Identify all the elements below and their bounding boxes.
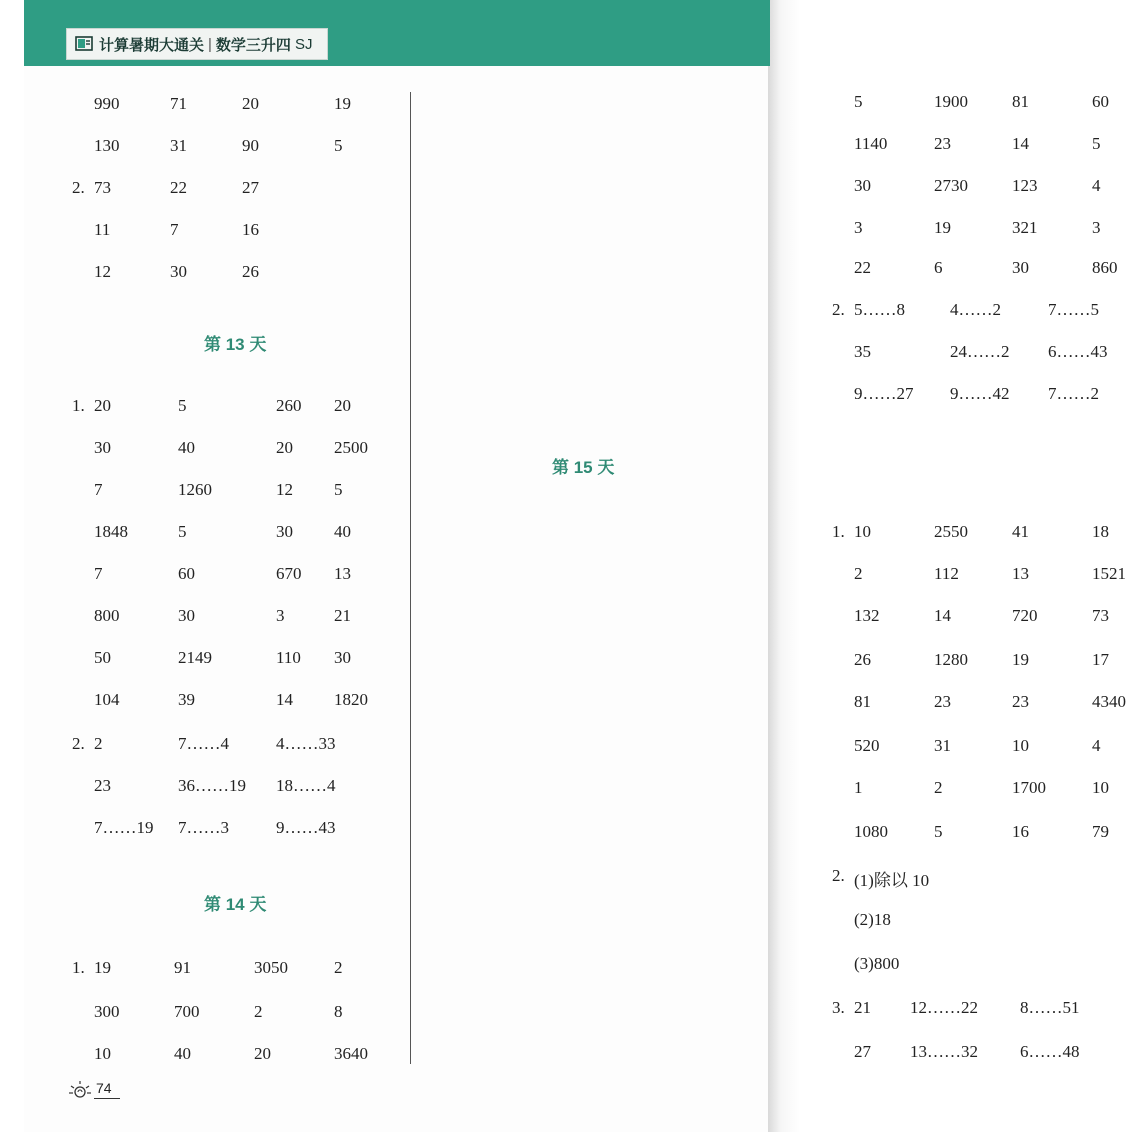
answer-value: 14 <box>276 690 293 709</box>
answer-value: 20 <box>334 396 351 415</box>
answer-value: 2 <box>334 958 343 977</box>
answer-value: 6……48 <box>1020 1042 1080 1061</box>
answer-value: 30 <box>276 522 293 541</box>
answer-value: 7……19 <box>94 818 154 837</box>
answer-value: 20 <box>276 438 293 457</box>
answer-value: 720 <box>1012 606 1038 625</box>
answer-value: 3050 <box>254 958 288 977</box>
answer-value: 12……22 <box>910 998 978 1017</box>
answer-value: 19 <box>334 94 351 113</box>
answer-value: 12 <box>276 480 293 499</box>
answer-value: 22 <box>170 178 187 197</box>
answer-value: 13……32 <box>910 1042 978 1061</box>
answer-value: 39 <box>178 690 195 709</box>
answer-value: 16 <box>242 220 259 239</box>
answer-value: 1260 <box>178 480 212 499</box>
answer-value: 1848 <box>94 522 128 541</box>
answer-value: 1900 <box>934 92 968 111</box>
answer-value: 990 <box>94 94 120 113</box>
answer-value: 20 <box>254 1044 271 1063</box>
answer-value: 110 <box>276 648 301 667</box>
answer-value: 670 <box>276 564 302 583</box>
answer-value: 30 <box>178 606 195 625</box>
answer-value: 2500 <box>334 438 368 457</box>
answer-value: 130 <box>94 136 120 155</box>
answer-value: 5 <box>854 92 863 111</box>
answer-value: 3 <box>854 218 863 237</box>
answer-value: 13 <box>1012 564 1029 583</box>
answer-value: 27 <box>242 178 259 197</box>
answer-value: 2 <box>254 1002 263 1021</box>
answer-value: 1080 <box>854 822 888 841</box>
question-number: 3. <box>832 998 845 1017</box>
answer-value: 91 <box>174 958 191 977</box>
answer-value: 3 <box>276 606 285 625</box>
header-title: 计算暑期大通关 <box>99 36 205 54</box>
answer-value: 2550 <box>934 522 968 541</box>
answer-value: 2 <box>854 564 863 583</box>
answer-value: (1)除以 10 <box>854 871 930 890</box>
answer-value: 11 <box>94 220 111 239</box>
answer-value: 5 <box>334 480 343 499</box>
right-column <box>412 0 1126 1132</box>
answer-value: 27 <box>854 1042 871 1061</box>
answer-value: 60 <box>178 564 195 583</box>
answer-value: 14 <box>1012 134 1029 153</box>
answer-value: 10 <box>1092 778 1109 797</box>
question-number: 2. <box>72 734 85 753</box>
header-subject: 数学三升四 <box>215 36 291 54</box>
header-edition: SJ <box>294 35 313 53</box>
answer-value: 73 <box>94 178 111 197</box>
answer-value: 71 <box>170 94 187 113</box>
answer-value: 2 <box>94 734 103 753</box>
answer-value: 7……4 <box>178 734 229 753</box>
answer-value: 20 <box>94 396 111 415</box>
answer-value: 10 <box>94 1044 111 1063</box>
answer-value: 260 <box>276 396 302 415</box>
answer-value: 5 <box>178 522 187 541</box>
answer-value: 16 <box>1012 822 1029 841</box>
answer-value: 2149 <box>178 648 212 667</box>
answer-value: 1700 <box>1012 778 1046 797</box>
answer-value: 23 <box>934 692 951 711</box>
answer-value: 4340 <box>1092 692 1126 711</box>
answer-value: 3640 <box>334 1044 368 1063</box>
answer-value: 19 <box>94 958 111 977</box>
answer-value: 90 <box>242 136 259 155</box>
answer-value: 4 <box>1092 736 1101 755</box>
answer-value: 7……5 <box>1048 300 1099 319</box>
question-number: 2. <box>832 300 845 319</box>
question-number: 2. <box>832 866 845 885</box>
answer-value: 23 <box>1012 692 1029 711</box>
question-number: 2. <box>72 178 85 197</box>
question-number: 1. <box>72 958 85 977</box>
answer-value: 79 <box>1092 822 1109 841</box>
answer-value: 5……8 <box>854 300 905 319</box>
answer-value: 73 <box>1092 606 1109 625</box>
answer-value: 7 <box>94 480 103 499</box>
answer-value: 4 <box>1092 176 1101 195</box>
answer-value: 14 <box>934 606 951 625</box>
answer-value: 26 <box>854 650 871 669</box>
answer-value: 10 <box>1012 736 1029 755</box>
answer-value: 60 <box>1092 92 1109 111</box>
answer-value: 7……2 <box>1048 384 1099 403</box>
answer-value: 21 <box>854 998 871 1017</box>
answer-value: 700 <box>174 1002 200 1021</box>
answer-value: 30 <box>170 262 187 281</box>
answer-value: 18 <box>1092 522 1109 541</box>
answer-value: 1820 <box>334 690 368 709</box>
answer-value: 31 <box>170 136 187 155</box>
day-15-title: 第 15 天 <box>552 458 615 477</box>
answer-value: 321 <box>1012 218 1038 237</box>
answer-value: 8……51 <box>1020 998 1080 1017</box>
answer-value: 50 <box>94 648 111 667</box>
answer-value: 2 <box>934 778 943 797</box>
answer-value: 40 <box>174 1044 191 1063</box>
column-divider <box>410 92 411 1064</box>
answer-value: 112 <box>934 564 959 583</box>
answer-value: 7 <box>94 564 103 583</box>
answer-value: 7 <box>170 220 179 239</box>
answer-value: 8 <box>334 1002 343 1021</box>
answer-value: 26 <box>242 262 259 281</box>
answer-value: 1 <box>854 778 863 797</box>
answer-value: 21 <box>334 606 351 625</box>
answer-value: (3)800 <box>854 954 900 973</box>
answer-value: 20 <box>242 94 259 113</box>
page-number: 74 <box>96 1080 112 1096</box>
answer-value: 5 <box>178 396 187 415</box>
answer-value: 36……19 <box>178 776 246 795</box>
answer-value: 23 <box>94 776 111 795</box>
answer-value: 132 <box>854 606 880 625</box>
answer-value: 9……43 <box>276 818 336 837</box>
answer-value: 22 <box>854 258 871 277</box>
left-column <box>0 0 390 1132</box>
answer-value: 123 <box>1012 176 1038 195</box>
answer-value: 6 <box>934 258 943 277</box>
answer-value: 13 <box>334 564 351 583</box>
answer-value: 30 <box>1012 258 1029 277</box>
answer-value: 5 <box>1092 134 1101 153</box>
answer-value: 860 <box>1092 258 1118 277</box>
answer-value: 300 <box>94 1002 120 1021</box>
answer-value: 30 <box>854 176 871 195</box>
answer-value: 23 <box>934 134 951 153</box>
answer-value: 6……43 <box>1048 342 1108 361</box>
answer-value: 1521 <box>1092 564 1126 583</box>
day-13-title: 第 13 天 <box>204 335 267 354</box>
answer-value: 3 <box>1092 218 1101 237</box>
sun-swirl-icon <box>66 1078 94 1107</box>
answer-value: 17 <box>1092 650 1109 669</box>
question-number: 1. <box>832 522 845 541</box>
answer-value: 1140 <box>854 134 888 153</box>
answer-value: 5 <box>334 136 343 155</box>
answer-value: 40 <box>334 522 351 541</box>
answer-value: 5 <box>934 822 943 841</box>
answer-value: 30 <box>334 648 351 667</box>
answer-value: 7……3 <box>178 818 229 837</box>
answer-value: 9……42 <box>950 384 1010 403</box>
answer-value: 24……2 <box>950 342 1010 361</box>
answer-value: 10 <box>854 522 871 541</box>
answer-value: 40 <box>178 438 195 457</box>
answer-value: 9……27 <box>854 384 914 403</box>
answer-value: 800 <box>94 606 120 625</box>
answer-value: 4……2 <box>950 300 1001 319</box>
answer-value: 18……4 <box>276 776 336 795</box>
answer-value: (2)18 <box>854 910 891 929</box>
answer-value: 41 <box>1012 522 1029 541</box>
page-footer <box>66 1076 126 1106</box>
answer-value: 35 <box>854 342 871 361</box>
answer-value: 104 <box>94 690 120 709</box>
answer-value: 4……33 <box>276 734 336 753</box>
answer-value: 12 <box>94 262 111 281</box>
answer-value: 81 <box>854 692 871 711</box>
header-separator: | <box>208 35 212 53</box>
answer-value: 2730 <box>934 176 968 195</box>
answer-value: 31 <box>934 736 951 755</box>
answer-value: 19 <box>934 218 951 237</box>
footer-rule <box>94 1098 120 1099</box>
answer-value: 19 <box>1012 650 1029 669</box>
day-14-title: 第 14 天 <box>204 895 267 914</box>
answer-value: 30 <box>94 438 111 457</box>
answer-value: 520 <box>854 736 880 755</box>
answer-value: 1280 <box>934 650 968 669</box>
answer-value: 81 <box>1012 92 1029 111</box>
question-number: 1. <box>72 396 85 415</box>
